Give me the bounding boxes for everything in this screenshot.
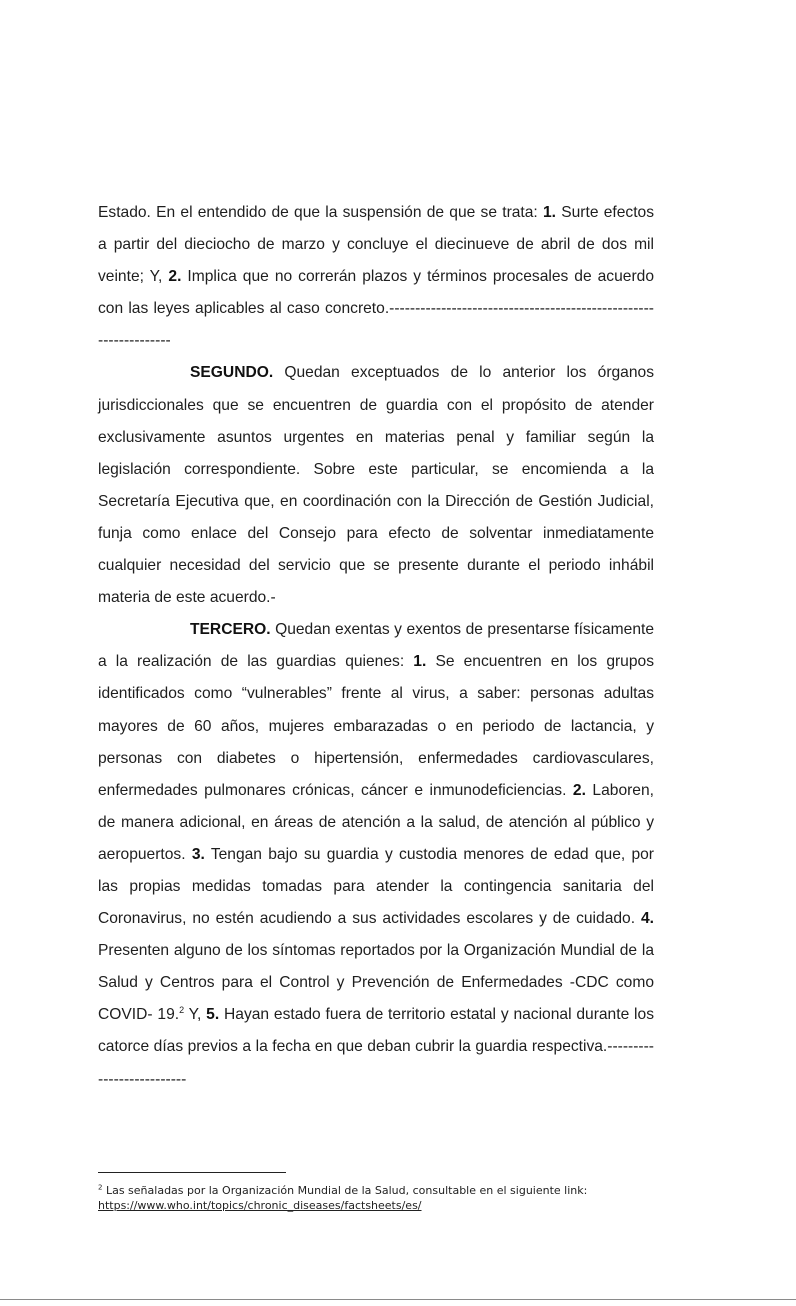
- list-number: 2.: [572, 781, 586, 799]
- footnote-reference: 2: [179, 1005, 185, 1016]
- paragraph-tercero: [98, 614, 654, 1095]
- paragraph-text: Hayan estado fuera de territorio estatal y nacional durante los catorce días previos a la fecha en que deban cubrir la guardia respectiva.--------------------------: [98, 1006, 654, 1088]
- paragraph-text: Quedan exceptuados de lo anterior los órganos jurisdiccionales que se encuentren de guardia con el propósito de atender exclusivamente asuntos urgentes en materias penal y familiar según la legislación correspondiente. Sobre este particular, se encomienda a la Secretaría Ejecutiva que, en coordinación con la Dirección de Gestión Judicial, funja como enlace del Consejo para efecto de solventar inmediatamente cualquier necesidad del servicio que se presente durante el periodo inhábil materia de este acuerdo.-: [98, 364, 654, 607]
- page-bottom-edge: [0, 1299, 796, 1300]
- footnote: [98, 1183, 658, 1213]
- paragraph-text: Surte efectos a partir del dieciocho de marzo y concluye el diecinueve de abril de dos mil veinte; Y,: [98, 204, 655, 286]
- paragraph-text: Laboren, de manera adicional, en áreas de atención a la salud, de atención al público y aeropuertos.: [98, 781, 654, 863]
- list-number: 5.: [206, 1006, 220, 1024]
- list-number: 1.: [413, 653, 427, 671]
- footnote-separator: [98, 1172, 286, 1173]
- paragraph-continuation: [98, 197, 654, 357]
- paragraph-text: Se encuentren en los grupos identificados como “vulnerables” frente al virus, a saber: personas adultas mayores de 60 años, mujeres embarazadas o en periodo de lactancia, y personas con diabetes o hipertensión, enfermedades cardiovasculares, enfermedades pulmonares crónicas, cáncer e inmunodeficiencias.: [98, 653, 655, 799]
- paragraph-text: Presenten alguno de los síntomas reportados por la Organización Mundial de la Salud y Centros para el Control y Prevención de Enfermedades -CDC como COVID- 19.: [98, 942, 654, 1024]
- list-number: 3.: [191, 845, 205, 863]
- paragraph-text: Estado. En el entendido de que la suspensión de que se trata:: [98, 204, 543, 221]
- article-heading: SEGUNDO.: [190, 364, 274, 382]
- list-number: 2.: [168, 268, 182, 286]
- paragraph-text: Quedan exentas y exentos de presentarse físicamente a la realización de las guardias quienes:: [98, 621, 654, 671]
- paragraph-segundo: [98, 357, 654, 614]
- footnote-link[interactable]: https://www.who.int/topics/chronic_diseases/factsheets/es/: [98, 1199, 422, 1212]
- list-number: 1.: [543, 204, 557, 221]
- footnote-text: Las señaladas por la Organización Mundial de la Salud, consultable en el siguiente link:: [102, 1184, 588, 1197]
- paragraph-text: Implica que no correrán plazos y términos procesales de acuerdo con las leyes aplicables al caso concreto.-----------------------------------------------------------------: [98, 268, 654, 350]
- footnote-mark: 2: [98, 1183, 103, 1192]
- document-body: [98, 197, 654, 1096]
- article-heading: TERCERO.: [190, 621, 271, 639]
- paragraph-text: Tengan bajo su guardia y custodia menores de edad que, por las propias medidas tomadas para atender la contingencia sanitaria del Coronavirus, no estén acudiendo a sus actividades escolares y de cuidado.: [98, 845, 655, 928]
- list-number: 4.: [640, 910, 654, 928]
- paragraph-text: Y,: [184, 1006, 207, 1024]
